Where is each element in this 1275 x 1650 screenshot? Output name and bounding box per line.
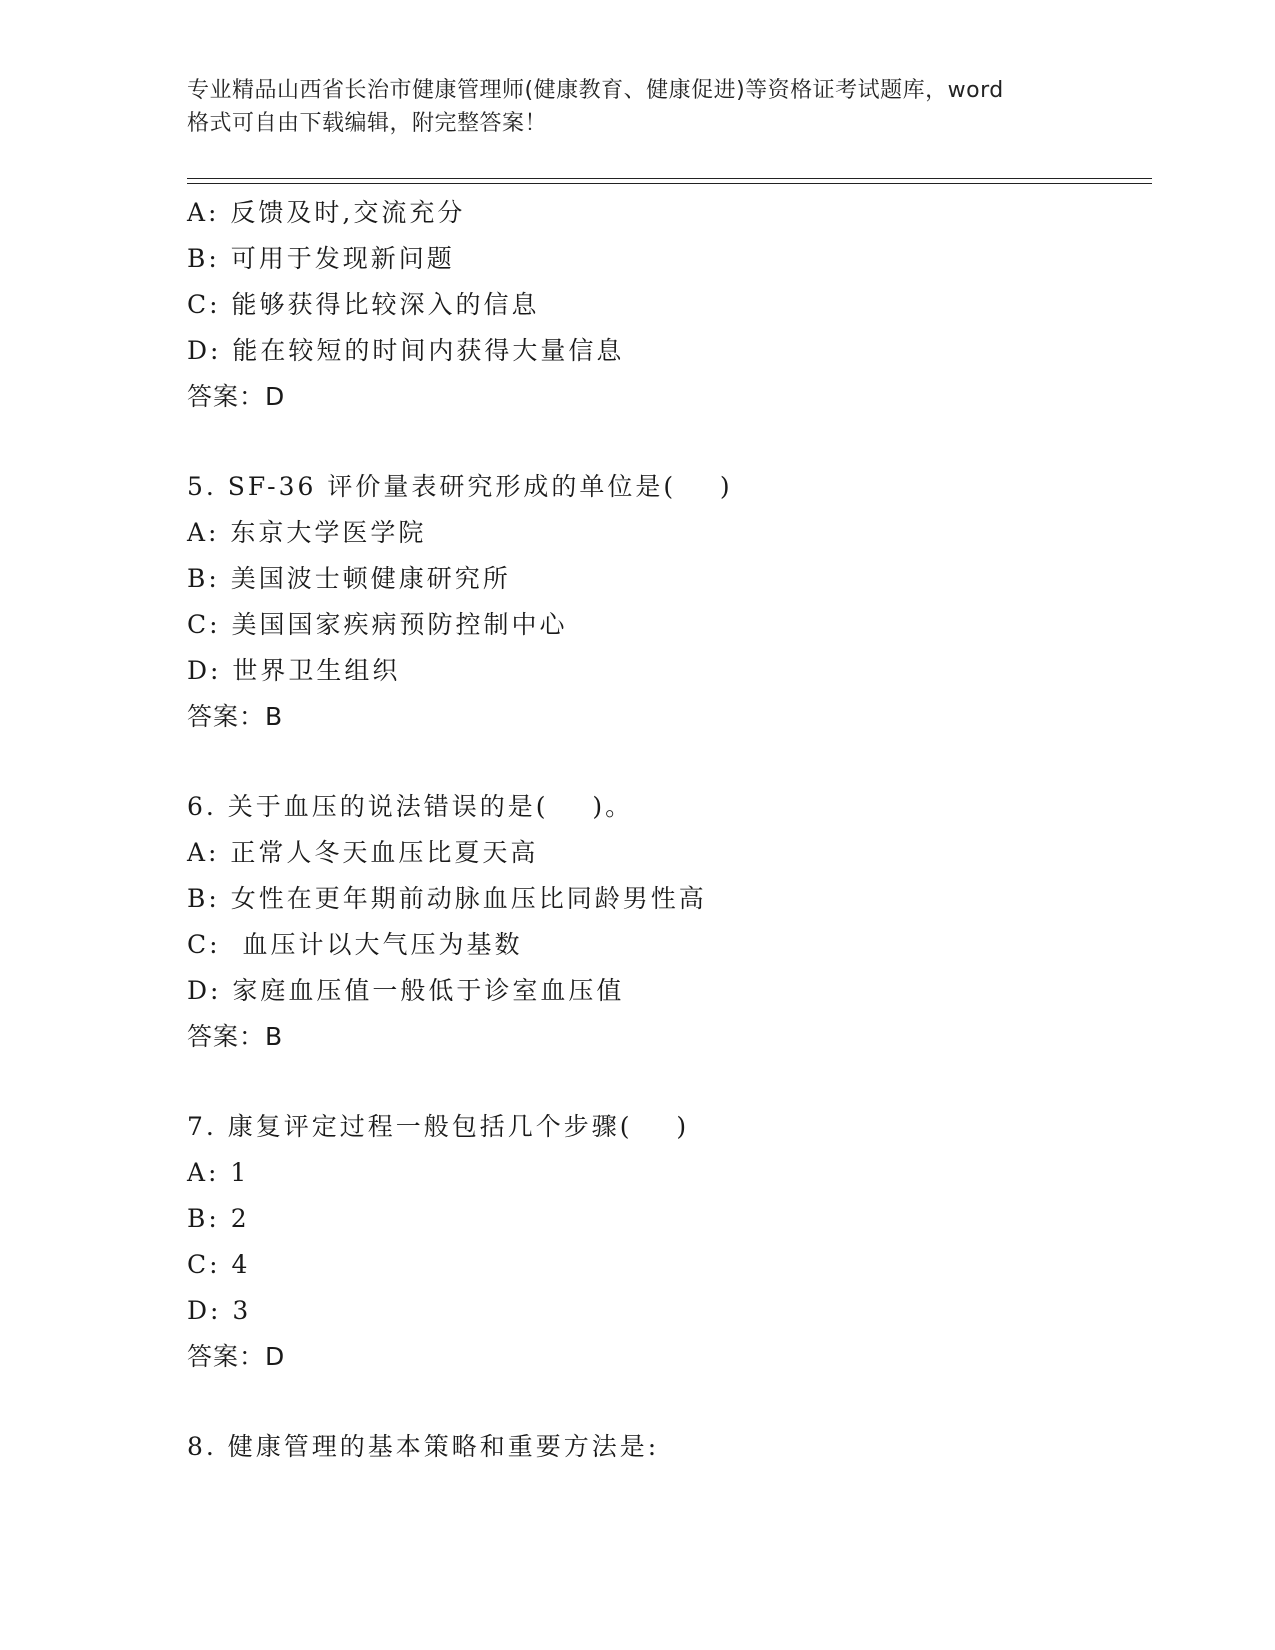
option-c: C: 血压计以大气压为基数	[187, 930, 523, 959]
question-text: 5. SF-36 评价量表研究形成的单位是( )	[187, 472, 733, 501]
question-text: 6. 关于血压的说法错误的是( )。	[187, 792, 634, 821]
option-b: B: 2	[187, 1204, 250, 1233]
option-b: B: 女性在更年期前动脉血压比同龄男性高	[187, 884, 707, 913]
spacer	[187, 1380, 1147, 1424]
option-c: C: 4	[187, 1250, 251, 1279]
answer-line: 答案：D	[187, 1342, 286, 1371]
header-divider-bottom	[187, 183, 1152, 184]
question-list	[187, 190, 1147, 1470]
header-divider-top	[187, 178, 1152, 179]
question-6	[187, 784, 1147, 1060]
option-d: D: 能在较短的时间内获得大量信息	[187, 336, 625, 365]
option-a: A: 反馈及时,交流充分	[187, 198, 466, 227]
option-a: A: 东京大学医学院	[187, 518, 427, 547]
option-a: A: 1	[187, 1158, 250, 1187]
answer-line: 答案：D	[187, 382, 286, 411]
option-d: D: 家庭血压值一般低于诊室血压值	[187, 976, 625, 1005]
question-text: 8. 健康管理的基本策略和重要方法是:	[187, 1432, 660, 1461]
document-header	[187, 74, 1107, 140]
answer-line: 答案：B	[187, 1022, 284, 1051]
header-line-2: 格式可自由下载编辑，附完整答案！	[187, 111, 548, 136]
option-c: C: 能够获得比较深入的信息	[187, 290, 540, 319]
spacer	[187, 740, 1147, 784]
question-text: 7. 康复评定过程一般包括几个步骤( )	[187, 1112, 690, 1141]
option-b: B: 可用于发现新问题	[187, 244, 455, 273]
option-c: C: 美国国家疾病预防控制中心	[187, 610, 568, 639]
question-8	[187, 1424, 1147, 1470]
answer-line: 答案：B	[187, 702, 284, 731]
question-7	[187, 1104, 1147, 1380]
question-4	[187, 190, 1147, 420]
question-5	[187, 464, 1147, 740]
option-d: D: 3	[187, 1296, 252, 1325]
option-a: A: 正常人冬天血压比夏天高	[187, 838, 539, 867]
option-b: B: 美国波士顿健康研究所	[187, 564, 511, 593]
spacer	[187, 420, 1147, 464]
spacer	[187, 1060, 1147, 1104]
option-d: D: 世界卫生组织	[187, 656, 401, 685]
header-line-1: 专业精品山西省长治市健康管理师(健康教育、健康促进)等资格证考试题库，word	[187, 78, 1004, 103]
